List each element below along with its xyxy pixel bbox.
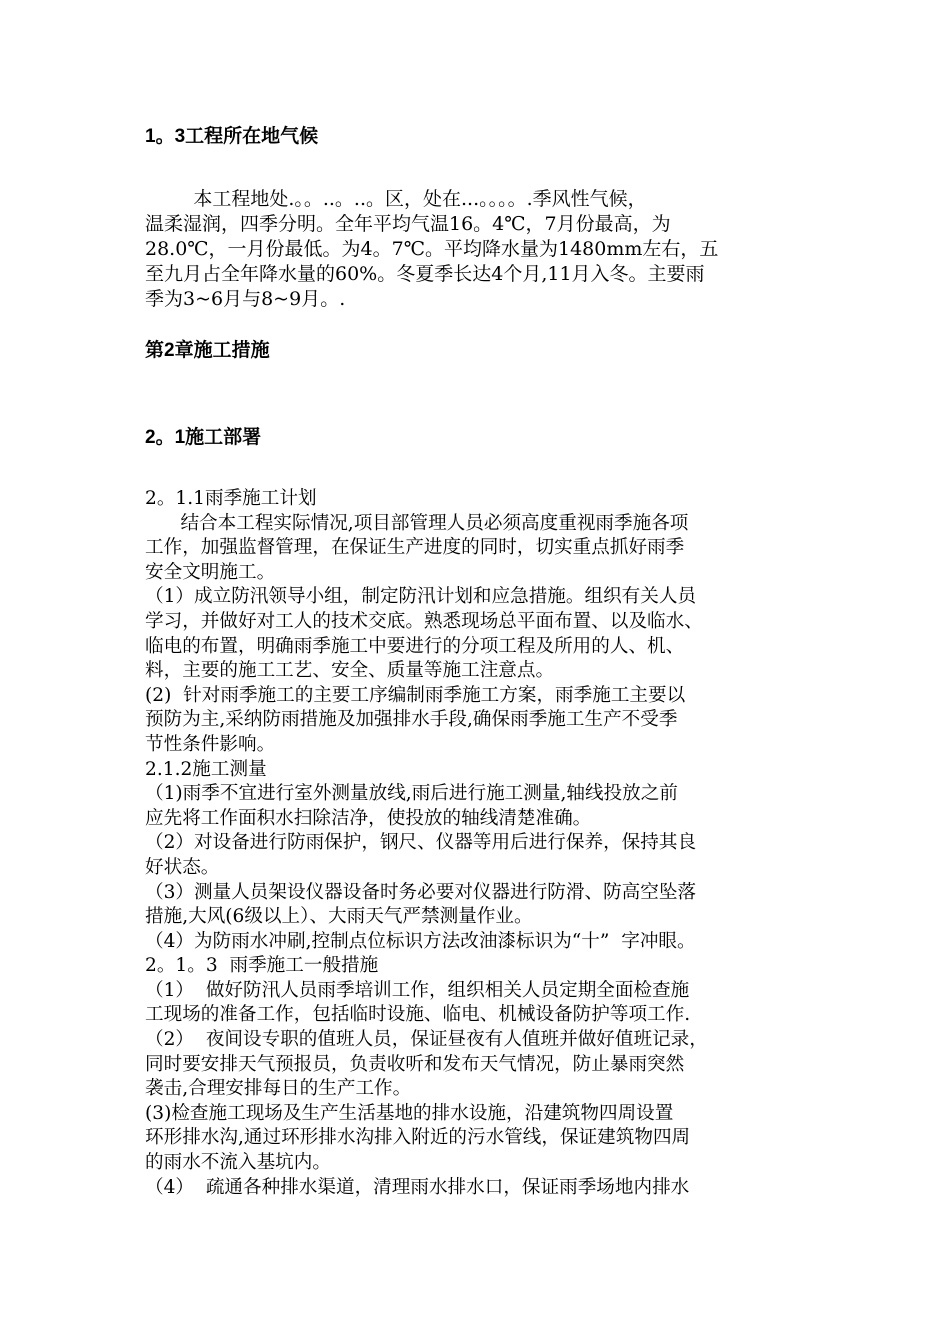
paragraph-line: 好状态。 (145, 856, 220, 878)
paragraph-line: 节性条件影响。 (145, 733, 276, 755)
paragraph-line: （1）成立防汛领导小组，制定防汛计划和应急措施。组织有关人员 (145, 586, 697, 608)
climate-paragraph (145, 187, 815, 312)
subsection-title: 2.1.2施工测量 (145, 758, 267, 780)
paragraph-line: 本工程地处.。。..。..。区，处在...。。。。.季风性气候， (145, 188, 647, 210)
paragraph-line: 临电的布置，明确雨季施工中要进行的分项工程及所用的人、机、 (145, 635, 685, 657)
subsection-title: 2。1。3 雨季施工一般措施 (145, 955, 379, 977)
paragraph-line: 至九月占全年降水量的60%。冬夏季长达4个月,11月入冬。主要雨 (145, 263, 705, 285)
chapter-heading: 第2章施工措施 (145, 340, 270, 361)
measures-body (145, 487, 825, 1200)
paragraph-line: (3)检查施工现场及生产生活基地的排水设施，沿建筑物四周设置 (145, 1102, 674, 1124)
paragraph-line: 结合本工程实际情况,项目部管理人员必须高度重视雨季施各项 (145, 512, 689, 534)
paragraph-line: 预防为主,采纳防雨措施及加强排水手段,确保雨季施工生产不受季 (145, 709, 678, 731)
paragraph-line: 措施,大风(6级以上）、大雨天气严禁测量作业。 (145, 906, 533, 928)
paragraph-line: 学习，并做好对工人的技术交底。熟悉现场总平面布置、以及临水、 (145, 610, 703, 632)
paragraph-line: (2) 针对雨季施工的主要工序编制雨季施工方案，雨季施工主要以 (145, 684, 686, 706)
paragraph-line: （4） 疏通各种排水渠道，清理雨水排水口，保证雨季场地内排水 (145, 1176, 690, 1198)
subsection-title: 2。1.1雨季施工计划 (145, 488, 317, 509)
paragraph-line: 季为3~6月与8~9月。. (145, 288, 346, 310)
paragraph-line: 同时要安排天气预报员，负责收听和发布天气情况，防止暴雨突然 (145, 1053, 685, 1075)
paragraph-line: 料，主要的施工工艺、安全、质量等施工注意点。 (145, 660, 555, 682)
paragraph-line: （3）测量人员架设仪器设备时务必要对仪器进行防滑、防高空坠落 (145, 881, 697, 903)
paragraph-line: 工现场的准备工作，包括临时设施、临电、机械设备防护等项工作. (145, 1004, 691, 1026)
paragraph-line: 袭击,合理安排每日的生产工作。 (145, 1078, 412, 1100)
paragraph-line: 工作，加强监督管理，在保证生产进度的同时，切实重点抓好雨季 (145, 537, 685, 559)
paragraph-line: 的雨水不流入基坑内。 (145, 1152, 331, 1174)
paragraph-line: 温柔湿润，四季分明。全年平均气温16。4℃，7月份最高，为 (145, 213, 671, 235)
paragraph-line: 28.0℃，一月份最低。为4。7℃。平均降水量为1480mm左右，五 (145, 238, 719, 260)
section-heading-deployment: 2。1施工部署 (145, 427, 262, 448)
paragraph-line: （1)雨季不宜进行室外测量放线,雨后进行施工测量,轴线投放之前 (145, 783, 678, 805)
paragraph-line: （2） 夜间设专职的值班人员，保证昼夜有人值班并做好值班记录， (145, 1029, 708, 1051)
paragraph-line: 应先将工作面积水扫除洁净，使投放的轴线清楚准确。 (145, 807, 592, 829)
paragraph-line: 环形排水沟,通过环形排水沟排入附近的污水管线，保证建筑物四周 (145, 1127, 691, 1149)
paragraph-line: （4）为防雨水冲刷,控制点位标识方法改油漆标识为“十” 字冲眼。 (145, 930, 696, 952)
paragraph-line: （2）对设备进行防雨保护，钢尺、仪器等用后进行保养，保持其良 (145, 832, 697, 854)
paragraph-line: 安全文明施工。 (145, 561, 276, 583)
section-heading-climate: 1。3工程所在地气候 (145, 126, 319, 147)
paragraph-line: （1） 做好防汛人员雨季培训工作，组织相关人员定期全面检查施 (145, 979, 690, 1001)
